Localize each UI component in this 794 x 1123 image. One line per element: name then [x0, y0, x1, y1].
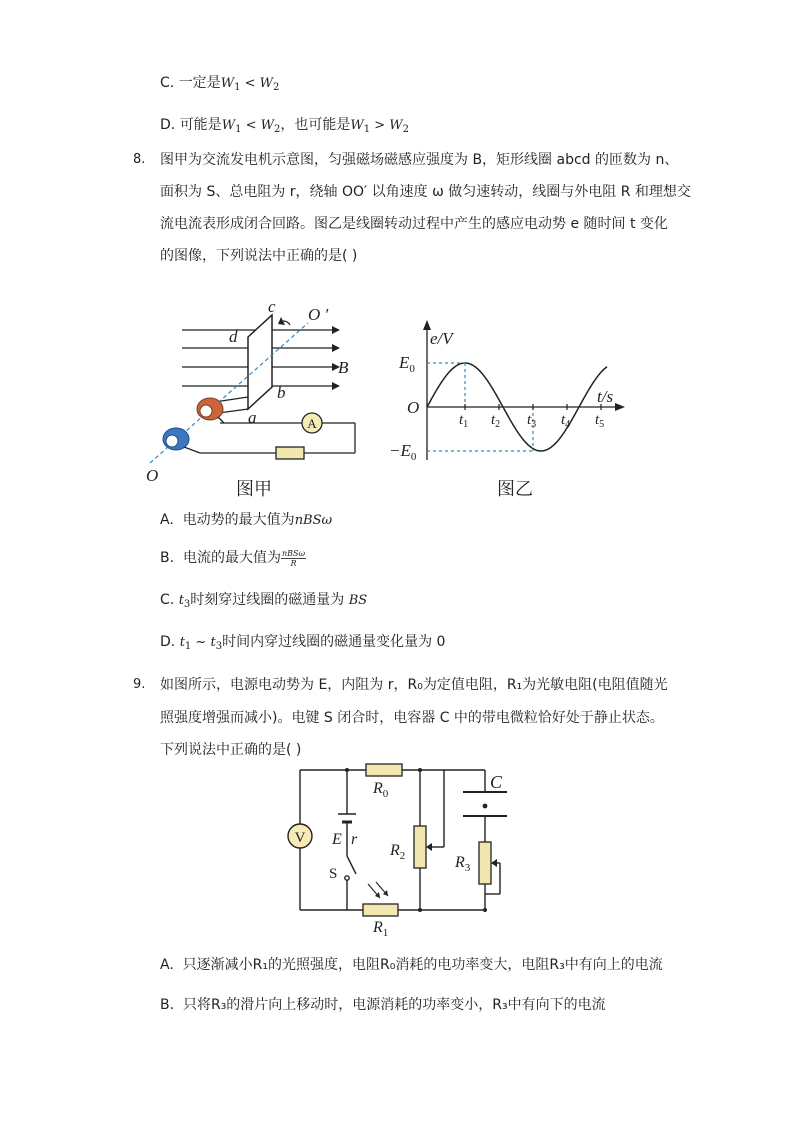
q7-option-d: D. 可能是$W_1 < W_2$，也可能是$W_1 > W_2$ — [160, 117, 410, 135]
label-e: E — [332, 831, 342, 848]
label-d: d — [229, 327, 238, 346]
label-o-prime: O ′ — [308, 305, 329, 324]
q9-number: 9. — [133, 677, 146, 692]
q9-text-line3: 下列说法中正确的是( ) — [160, 742, 302, 758]
x-axis-label: t/s — [597, 387, 614, 406]
circuit-diagram — [280, 760, 530, 940]
q9-option-a: A. 只逐渐减小R₁的光照强度，电阻R₀消耗的电功率变大，电阻R₃中有向上的电流 — [160, 957, 663, 973]
emf-time-graph — [385, 320, 625, 470]
tick-t1: $t_1$ — [459, 412, 469, 430]
fraction: $\frac{\text{nBSω}}{R}$ — [281, 548, 306, 568]
label-o: O — [146, 466, 159, 485]
resistor-r — [276, 447, 304, 459]
voltmeter-label: V — [294, 830, 306, 846]
q8-option-a: A. 电动势的最大值为nBSω — [160, 512, 333, 528]
charged-particle — [483, 804, 488, 809]
q8-option-b: B. 电流的最大值为 $\frac{\text{nBSω}}{R}$ — [160, 548, 306, 568]
photoresistor-r1 — [363, 904, 398, 916]
q9-text-line2: 照强度增强而减小)。电键 S 闭合时，电容器 C 中的带电微粒恰好处于静止状态。 — [160, 710, 664, 726]
label-r3: $R_3$ — [455, 854, 471, 874]
q8-text-line3: 流电流表形成闭合回路。图乙是线圈转动过程中产生的感应电动势 e 随时间 t 变化 — [160, 216, 668, 232]
q9-option-b: B. 只将R₃的滑片向上移动时，电源消耗的功率变小，R₃中有向下的电流 — [160, 997, 606, 1013]
q8-text-line2: 面积为 S、总电阻为 r，绕轴 OO′ 以角速度 ω 做匀速转动，线圈与外电阻 R 和理想交 — [160, 184, 691, 200]
label-r0: $R_0$ — [373, 780, 389, 800]
resistor-r0 — [366, 764, 402, 776]
tick-t2: $t_2$ — [491, 412, 501, 430]
label-r1: $R_1$ — [373, 919, 389, 939]
label-c: c — [268, 297, 276, 316]
q9-text-line1: 如图所示，电源电动势为 E，内阻为 r，R₀为定值电阻，R₁为光敏电阻(电阻值随光 — [160, 677, 668, 693]
y-axis-label: e/V — [430, 329, 453, 348]
label-c-capacitor: C — [490, 772, 503, 792]
label-switch-s: S — [329, 866, 338, 882]
origin-label: O — [407, 398, 420, 417]
fig-a-caption: 图甲 — [236, 479, 272, 500]
fig-b-caption: 图乙 — [497, 479, 533, 500]
label-b-field: B — [338, 358, 349, 377]
label-a-corner: a — [248, 408, 257, 427]
generator-diagram — [140, 295, 370, 495]
q8-number: 8. — [133, 152, 146, 167]
label-b-corner: b — [277, 383, 286, 402]
q7-option-c: C. 一定是$W_1 < W_2$ — [160, 75, 280, 93]
q8-text-line1: 图甲为交流发电机示意图，匀强磁场磁感应强度为 B，矩形线圈 abcd 的匝数为 n、 — [160, 152, 679, 168]
tick-t4: $t_4$ — [561, 412, 571, 430]
tick-t3: $t_3$ — [527, 412, 537, 430]
e0-label: $E_0$ — [399, 353, 415, 375]
q8-option-d: D. $t_1$ ~ $t_3$时间内穿过线圈的磁通量变化量为 0 — [160, 634, 446, 652]
ammeter-label: A — [307, 416, 317, 431]
rheostat-r2 — [414, 826, 426, 868]
label-r2: $R_2$ — [390, 842, 406, 862]
neg-e0-label: $-E_0$ — [389, 441, 417, 463]
tick-t5: $t_5$ — [595, 412, 605, 430]
label-r-internal: r — [351, 831, 358, 848]
rheostat-r3 — [479, 842, 491, 884]
q8-text-line4: 的图像，下列说法中正确的是( ) — [160, 248, 358, 264]
q8-option-c: C. $t_3$时刻穿过线圈的磁通量为 BS — [160, 592, 368, 610]
